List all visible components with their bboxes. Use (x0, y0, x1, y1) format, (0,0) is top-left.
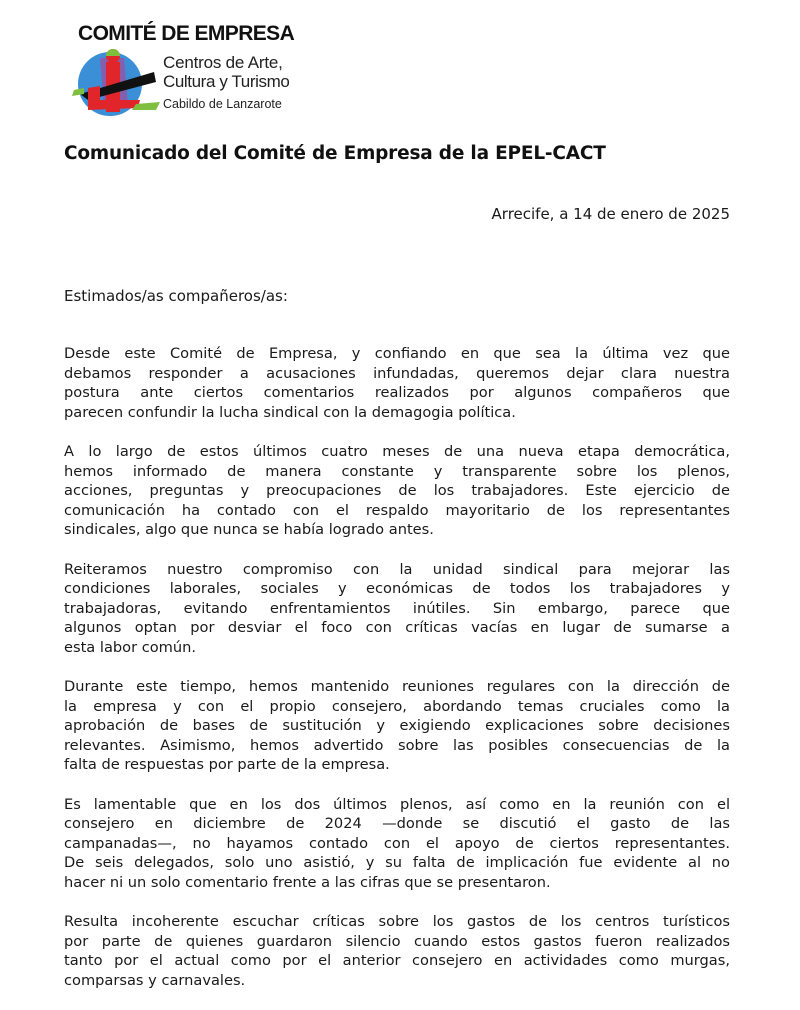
text-line: hemos informado de manera constante y transparente sobre los plenos, (64, 462, 730, 480)
text-line: relevantes. Asimismo, hemos advertido sobre las posibles consecuencias de la (64, 736, 730, 754)
document-date: Arrecife, a 14 de enero de 2025 (491, 205, 730, 223)
text-line: postura ante ciertos comentarios realizados por algunos compañeros que (64, 384, 730, 402)
text-line: por parte de quienes guardaron silencio cuando estos gastos fueron realizados (64, 932, 730, 950)
document-title: Comunicado del Comité de Empresa de la EPEL-CACT (64, 143, 606, 164)
text-line: A lo largo de estos últimos cuatro meses de una nueva etapa democrática, (64, 442, 730, 460)
text-line: Desde este Comité de Empresa, y confiando en que sea la última vez que (64, 345, 730, 362)
paragraph (64, 677, 730, 775)
text-line: aprobación de bases de sustitución y exigiendo explicaciones sobre decisiones (64, 717, 730, 735)
logo-top-dot-green (106, 49, 120, 56)
paragraph (64, 795, 730, 893)
org-name: COMITÉ DE EMPRESA (78, 22, 295, 45)
letterhead (70, 20, 310, 120)
text-line: hacer ni un solo comentario frente a las cifras que se presentaron. (64, 874, 551, 892)
text-line: Es lamentable que en los dos últimos plenos, así como en la reunión con el (64, 795, 730, 813)
document-body (64, 344, 730, 1010)
text-line: comunicación ha contado con el respaldo mayoritario de los representantes (64, 501, 730, 519)
logo-text-line1: Centros de Arte, (163, 53, 283, 72)
text-line: Reiteramos nuestro compromiso con la unidad sindical para mejorar las (64, 560, 730, 578)
text-line: la empresa y con el propio consejero, abordando temas cruciales como la (64, 697, 730, 715)
text-line: falta de respuestas por parte de la empresa. (64, 756, 390, 774)
text-line: sindicales, algo que nunca se había logrado antes. (64, 521, 434, 539)
text-line: algunos optan por desviar el foco con críticas vacías en lugar de sumarse a (64, 619, 730, 637)
text-line: esta labor común. (64, 638, 197, 656)
text-line: comparsas y carnavales. (64, 972, 246, 989)
text-line: De seis delegados, solo uno asistió, y su falta de implicación fue evidente al no (64, 854, 730, 872)
logo-text-line2: Cultura y Turismo (163, 72, 290, 91)
paragraph (64, 912, 730, 990)
text-line: parecen confundir la lucha sindical con la demagogia política. (64, 403, 516, 421)
text-line: acciones, preguntas y preocupaciones de los trabajadores. Este ejercicio de (64, 482, 730, 500)
text-line: tanto por el actual como por el anterior consejero en actividades como murgas, (64, 952, 730, 970)
text-line: Durante este tiempo, hemos mantenido reuniones regulares con la dirección de (64, 678, 730, 696)
paragraph (64, 442, 730, 540)
text-line: consejero en diciembre de 2024 —donde se discutió el gasto de las (64, 815, 730, 833)
text-line: condiciones laborales, sociales y económicas de todos los trabajadores y (64, 580, 730, 598)
paragraph (64, 344, 730, 422)
text-line: Resulta incoherente escuchar críticas sobre los gastos de los centros turísticos (64, 913, 730, 931)
text-line: trabajadoras, evitando enfrentamientos inútiles. Sin embargo, parece que (64, 599, 730, 617)
cact-logo-icon (70, 48, 162, 120)
greeting: Estimados/as compañeros/as: (64, 287, 288, 305)
logo-text-line3: Cabildo de Lanzarote (163, 97, 282, 111)
text-line: campanadas—, no hayamos contado con el apoyo de ciertos representantes. (64, 834, 730, 852)
paragraph (64, 560, 730, 658)
text-line: debamos responder a acusaciones infundadas, queremos dejar clara nuestra (64, 364, 730, 382)
